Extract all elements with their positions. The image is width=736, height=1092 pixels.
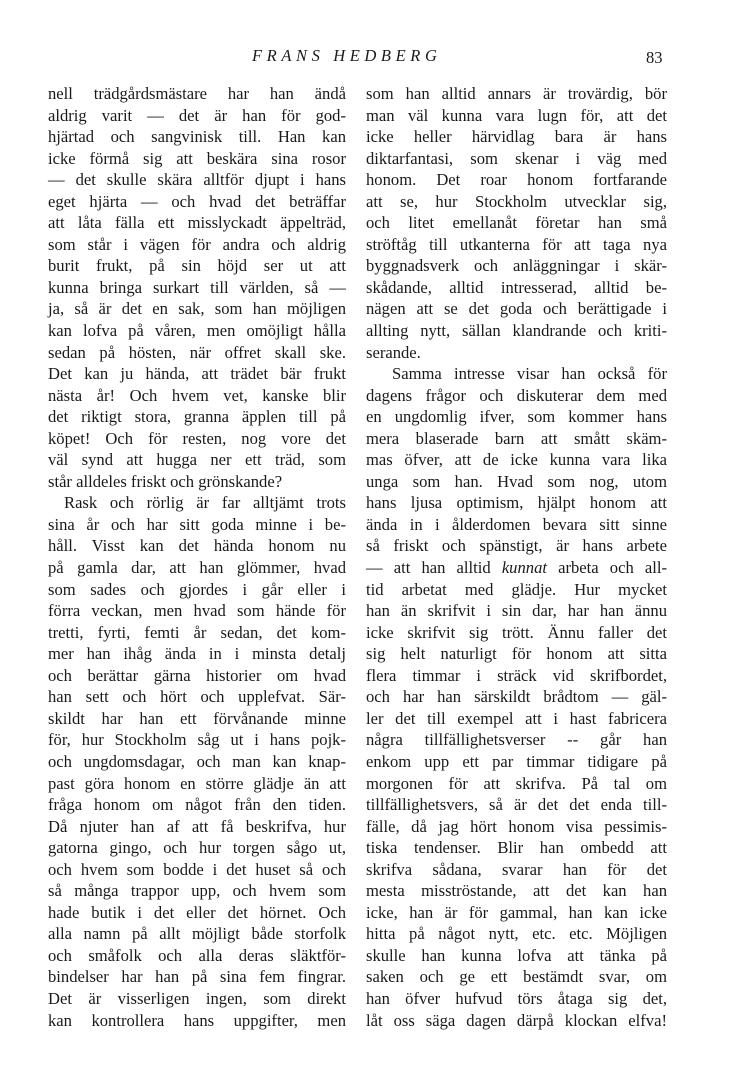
text-line: skildt har han ett förvånande minne <box>48 708 346 728</box>
text-line: byggnadsverk och anläggningar i skär- <box>366 256 667 276</box>
text-line: han än skrifvit i sin dar, har han ännu <box>366 601 667 621</box>
text-line: kan kontrollera hans uppgifter, men <box>48 1010 346 1030</box>
text-line: och småfolk och alla deras släktför- <box>48 945 346 965</box>
emphasized-word: kunnat <box>501 558 547 578</box>
text-line: Det är visserligen ingen, som direkt <box>48 988 346 1008</box>
text-line: past göra honom en större glädje än att <box>48 773 346 793</box>
text-line: honom. Det roar honom fortfarande <box>366 170 667 190</box>
paragraph-first-line: Samma intresse visar han också för <box>392 364 667 384</box>
text-line: ler det till exempel att i hast fabricera <box>366 708 667 728</box>
text-line: sina år och har sitt goda minne i be- <box>48 514 346 534</box>
text-line: hans ljusa optimism, hjälpt honom att <box>366 493 667 513</box>
text-line: Då njuter han af att få beskrifva, hur <box>48 816 346 836</box>
text-line: han öfver hufvud törs åtaga sig det, <box>366 988 667 1008</box>
left-column <box>48 83 346 1031</box>
text-line: står alldeles friskt och grönskande? <box>48 471 283 491</box>
text-line: skulle han kunna lofva att tänka på <box>366 945 667 965</box>
text-line: så många trappor upp, och hvem som <box>48 881 346 901</box>
text-line: fråga honom om något från den tiden. <box>48 795 346 815</box>
text-line: morgonen för att skrifva. På tal om <box>366 773 667 793</box>
text-line: ströftåg till utkanterna för att taga nya <box>366 234 667 254</box>
text-line: alla namn på allt möjligt både storfolk <box>48 924 346 944</box>
text-line: på gamla dar, att han glömmer, hvad <box>48 558 346 578</box>
text-line: väl synd att hugga ner ett träd, som <box>48 450 346 470</box>
text-line: burit frukt, på sin höjd ser ut att <box>48 256 346 276</box>
text-line: mera blaserade barn att smått skäm- <box>366 428 667 448</box>
text-line: sedan på hösten, när offret skall ske. <box>48 342 346 362</box>
text-line: eget hjärta — och hvad det beträffar <box>48 191 346 211</box>
right-column <box>366 83 667 1031</box>
text-line: mas öfver, att de icke kunna vara lika <box>366 450 667 470</box>
text-line: diktarfantasi, som skenar i väg med <box>366 148 667 168</box>
text-line: han sett och hört och upplefvat. Sär- <box>48 687 346 707</box>
text-line: sig helt naturligt för honom att sitta <box>366 644 667 664</box>
text-line: som sades och gjordes i går eller i <box>48 579 346 599</box>
text-line: det riktigt stora, granna äpplen till på <box>48 407 346 427</box>
text-line: gatorna gingo, och hur torgen sågo ut, <box>48 838 346 858</box>
text-line: att se, hur Stockholm utvecklar sig, <box>366 191 667 211</box>
text-line: tiska tendenser. Blir han ombedd att <box>366 838 667 858</box>
text-line: nästa år! Och hvem vet, kanske blir <box>48 385 346 405</box>
text-line: några tillfällighetsverser -- går han <box>366 730 667 750</box>
text-line: så friskt och spänstigt, är hans arbete <box>366 536 667 556</box>
text-line: nell trädgårdsmästare har han ändå <box>48 84 346 103</box>
text-line: låt oss säga dagen därpå klockan elfva! <box>366 1010 667 1030</box>
text-line: hitta på något nytt, etc. etc. Möjligen <box>366 924 667 944</box>
text-line: allting nytt, sällan klandrande och kriti- <box>366 321 667 341</box>
text-line: man väl kunna vara lugn för, att det <box>366 105 667 125</box>
text-line-with-emphasis <box>366 557 667 579</box>
text-line: förra veckan, men hvad som hände för <box>48 601 346 621</box>
text-segment: — att han alltid <box>366 558 502 578</box>
text-line: för, hur Stockholm såg ut i hans pojk- <box>48 730 346 750</box>
text-line: tid arbetat med glädje. Hur mycket <box>366 579 667 599</box>
text-line: skådande, alltid intresserad, alltid be- <box>366 277 667 297</box>
text-line: tillfällighetsvers, så är det det enda till- <box>366 795 667 815</box>
text-line: — det skulle skära alltför djupt i hans <box>48 170 346 190</box>
text-line: nägen att se det goda och berättigade i <box>366 299 667 319</box>
text-line: ja, så är det en sak, som han möjligen <box>48 299 346 319</box>
text-line: icke, han är för gammal, han kan icke <box>366 902 667 922</box>
text-line: bindelser har han på sina fem fingrar. <box>48 967 346 987</box>
text-line: serande. <box>366 342 421 362</box>
text-line: att låta fälla ett misslyckadt äppelträd, <box>48 213 346 233</box>
text-line: en ungdomlig ifver, som kommer hans <box>366 407 667 427</box>
text-line: dagens frågor och diskuterar dem med <box>366 385 667 405</box>
text-line: flera timmar i sträck vid skrifbordet, <box>366 665 667 685</box>
text-line: kunna bringa surkart till världen, så — <box>48 277 346 297</box>
text-line: och hvem som bodde i det huset så och <box>48 859 346 879</box>
running-title: FRANS HEDBERG <box>252 46 442 65</box>
running-head <box>0 46 736 72</box>
text-line: som han alltid annars är trovärdig, bör <box>366 84 667 103</box>
text-segment: arbeta och all- <box>546 558 668 578</box>
text-line: och litet emellanåt företar han små <box>366 213 667 233</box>
text-line: skrifva sådana, svarar han för det <box>366 859 667 879</box>
text-line: aldrig varit — det är han för god- <box>48 105 346 125</box>
text-line: köpet! Och för resten, nog vore det <box>48 428 346 448</box>
text-line: mesta misströstande, att det kan han <box>366 881 667 901</box>
text-line: icke förmå sig att beskära sina rosor <box>48 148 346 168</box>
text-line: hade butik i det eller det hörnet. Och <box>48 902 346 922</box>
paragraph-first-line: Rask och rörlig är far alltjämt trots <box>64 493 346 513</box>
text-line: ända in i ålderdomen bevara sitt sinne <box>366 514 667 534</box>
text-line: och har han särskildt brådtom — gäl- <box>366 687 667 707</box>
text-line: kan lofva på våren, men omöjligt hålla <box>48 321 346 341</box>
text-line: icke heller härvidlag bara är hans <box>366 127 667 147</box>
text-line: som står i vägen för andra och aldrig <box>48 234 346 254</box>
text-line: och ungdomsdagar, och man kan knap- <box>48 751 346 771</box>
page-number: 83 <box>646 48 663 67</box>
text-line: mer han ihåg ända in i minsta detalj <box>48 644 346 664</box>
text-line: hjärtad och sangvinisk till. Han kan <box>48 127 346 147</box>
text-line: enkom upp ett par timmar tidigare på <box>366 751 667 771</box>
text-line: och berättar gärna historier om hvad <box>48 665 346 685</box>
text-line: saken och ge ett bestämdt svar, om <box>366 967 667 987</box>
text-line: Det kan ju hända, att trädet bär frukt <box>48 364 346 384</box>
text-line: håll. Visst kan det hända honom nu <box>48 536 346 556</box>
text-line: icke skrifvit sig trött. Ännu faller det <box>366 622 667 642</box>
text-line: unga som han. Hvad som nog, utom <box>366 471 667 491</box>
text-line: tretti, fyrti, femti år sedan, det kom- <box>48 622 346 642</box>
text-line: fälle, då jag hört honom visa pessimis- <box>366 816 667 836</box>
